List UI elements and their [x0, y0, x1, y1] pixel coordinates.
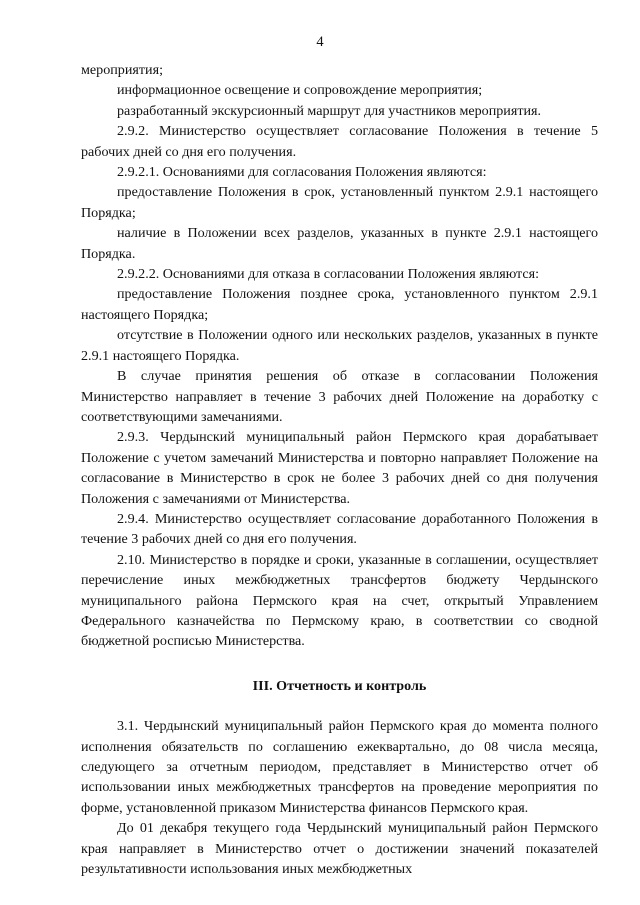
paragraph: 3.1. Чердынский муниципальный район Пермского края до момента полного исполнения обязательств по соглашению ежеквартально, до 08 числа месяца, следующего за отчетным периодом, представляет в Министерство отчет об использовании иных межбюджетных трансфертов на проведение мероприятия по форме, установленной приказом Министерства финансов Пермского края. [81, 718, 598, 816]
section-heading: III. Отчетность и контроль [252, 677, 427, 694]
paragraph: 2.9.3. Чердынский муниципальный район Пермского края дорабатывает Положение с учетом замечаний Министерства и повторно направляет Положение на согласование в Министерство в срок не более 3 рабочих дней со дня получения Положения с замечаниями от Министерства. [81, 429, 598, 507]
paragraph: 2.9.2.2. Основаниями для отказа в согласовании Положения являются: [117, 266, 540, 283]
paragraph: До 01 декабря текущего года Чердынский муниципальный район Пермского края направляет в Министерство отчет о достижении значений показателей результативности использования иных межбюджетных [81, 820, 598, 878]
paragraph: В случае принятия решения об отказе в согласовании Положения Министерство направляет в течение 3 рабочих дней Положение на доработку с соответствующими замечаниями. [81, 368, 598, 425]
paragraph: 2.9.4. Министерство осуществляет согласование доработанного Положения в течение 3 рабочих дней со дня его получения. [81, 510, 598, 548]
paragraph: наличие в Положении всех разделов, указанных в пункте 2.9.1 настоящего Порядка. [81, 225, 598, 262]
paragraph: предоставление Положения в срок, установленный пунктом 2.9.1 настоящего Порядка; [81, 184, 598, 221]
paragraph: 2.9.2. Министерство осуществляет согласование Положения в течение 5 рабочих дней со дня его получения. [81, 123, 598, 160]
paragraph: предоставление Положения позднее срока, установленного пунктом 2.9.1 настоящего Порядка; [81, 286, 598, 323]
paragraph: 2.10. Министерство в порядке и сроки, указанные в соглашении, осуществляет перечисление иных межбюджетных трансфертов бюджету Чердынского муниципального района Пермского края на счет, открытый Управлением Федерального казначейства по Пермскому краю, в соответствии со сводной бюджетной росписью Министерства. [81, 551, 598, 650]
paragraph: 2.9.2.1. Основаниями для согласования Положения являются: [117, 164, 487, 181]
paragraph: разработанный экскурсионный маршрут для участников мероприятия. [117, 102, 542, 119]
document-body [81, 60, 598, 879]
paragraph: информационное освещение и сопровождение мероприятия; [117, 82, 483, 99]
page-number: 4 [316, 34, 324, 50]
paragraph: мероприятия; [81, 62, 163, 78]
paragraph: отсутствие в Положении одного или нескольких разделов, указанных в пункте 2.9.1 настоящего Порядка. [81, 327, 598, 364]
